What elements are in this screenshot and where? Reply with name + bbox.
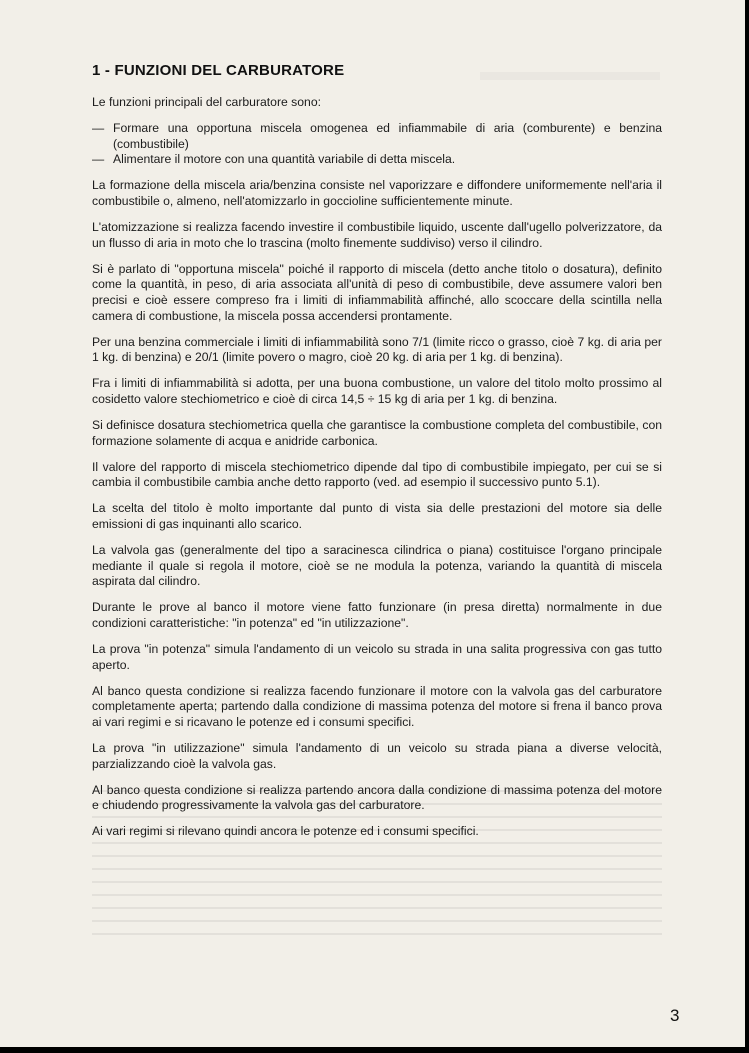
paragraph: La scelta del titolo è molto importante dal punto di vista sia delle prestazioni del motore sia delle emissioni di gas inquinanti allo scarico.	[92, 501, 662, 531]
paragraph: L'atomizzazione si realizza facendo investire il combustibile liquido, uscente dall'ugello polverizzatore, da un flusso di aria in moto che lo trascina (molto finemente suddiviso) verso il cilindro.	[92, 220, 662, 250]
paragraph: La prova "in potenza" simula l'andamento di un veicolo su strada in una salita progressiva con gas tutto aperto.	[92, 642, 662, 672]
paragraph: Durante le prove al banco il motore viene fatto funzionare (in presa diretta) normalmente in due condizioni caratteristiche: "in potenza" ed "in utilizzazione".	[92, 600, 662, 630]
section-heading: 1 - FUNZIONI DEL CARBURATORE	[92, 62, 345, 79]
paragraph: Si è parlato di "opportuna miscela" poiché il rapporto di miscela (detto anche titolo o dosatura), definito come la quantità, in peso, di aria associata all'unità di peso di combustibile, deve assumere valori ben precisi e cioè essere compreso fra i limiti di infiammabilità affinché, allo scoccare della scintilla nella camera di combustione, la miscela possa accendersi prontamente.	[92, 261, 662, 323]
page-number: 3	[670, 1006, 680, 1025]
paragraph: Si definisce dosatura stechiometrica quella che garantisce la combustione completa del combustibile, con formazione solamente di acqua e anidride carbonica.	[92, 418, 662, 448]
functions-list	[92, 121, 662, 168]
paragraph: La prova "in utilizzazione" simula l'andamento di un veicolo su strada piana a diverse velocità, parzializzando cioè la valvola gas.	[92, 741, 662, 771]
list-item	[92, 121, 662, 152]
paragraph: La formazione della miscela aria/benzina consiste nel vaporizzare e diffondere uniformemente nell'aria il combustibile o, almeno, nell'atomizzarlo in goccioline sufficientemente minute.	[92, 178, 662, 208]
intro-paragraph: Le funzioni principali del carburatore sono:	[92, 95, 321, 109]
paragraph: Ai vari regimi si rilevano quindi ancora le potenze ed i consumi specifici.	[92, 824, 479, 839]
dash-marker: —	[92, 121, 105, 136]
paragraph: Per una benzina commerciale i limiti di infiammabilità sono 7/1 (limite ricco o grasso, cioè 7 kg. di aria per 1 kg. di benzina) e 20/1 (limite povero o magro, cioè 20 kg. di aria per 1 kg. di benzina).	[92, 334, 662, 365]
list-item	[92, 152, 662, 168]
paragraph: Fra i limiti di infiammabilità si adotta, per una buona combustione, un valore del titolo molto prossimo al cosidetto valore stechiometrico e cioè di circa 14,5 ÷ 15 kg di aria per 1 kg. di benzina.	[92, 376, 662, 406]
paragraph: La valvola gas (generalmente del tipo a saracinesca cilindrica o piana) costituisce l'organo principale mediante il quale si regola il motore, cioè se ne modula la potenza, variando la quantità di miscela aspirata dal cilindro.	[92, 543, 662, 589]
bleed-through-heading	[480, 72, 660, 80]
list-item-text: Alimentare il motore con una quantità variabile di detta miscela.	[113, 152, 456, 167]
paragraph: Al banco questa condizione si realizza facendo funzionare il motore con la valvola gas del carburatore completamente aperta; partendo dalla condizione di massima potenza del motore si frena il banco prova ai vari regimi e si ricavano le potenze ed i consumi specifici.	[92, 683, 662, 729]
list-item-text: Formare una opportuna miscela omogenea ed infiammabile di aria (comburente) e benzina (combustibile)	[113, 121, 662, 151]
body-text	[92, 95, 662, 850]
paragraph: Il valore del rapporto di miscela stechiometrico dipende dal tipo di combustibile impiegato, per cui se si cambia il combustibile cambia anche detto rapporto (ved. ad esempio il successivo punto 5.1).	[92, 459, 662, 490]
paragraph: Al banco questa condizione si realizza partendo ancora dalla condizione di massima potenza del motore e chiudendo progressivamente la valvola gas del carburatore.	[92, 782, 662, 813]
dash-marker: —	[92, 152, 105, 167]
